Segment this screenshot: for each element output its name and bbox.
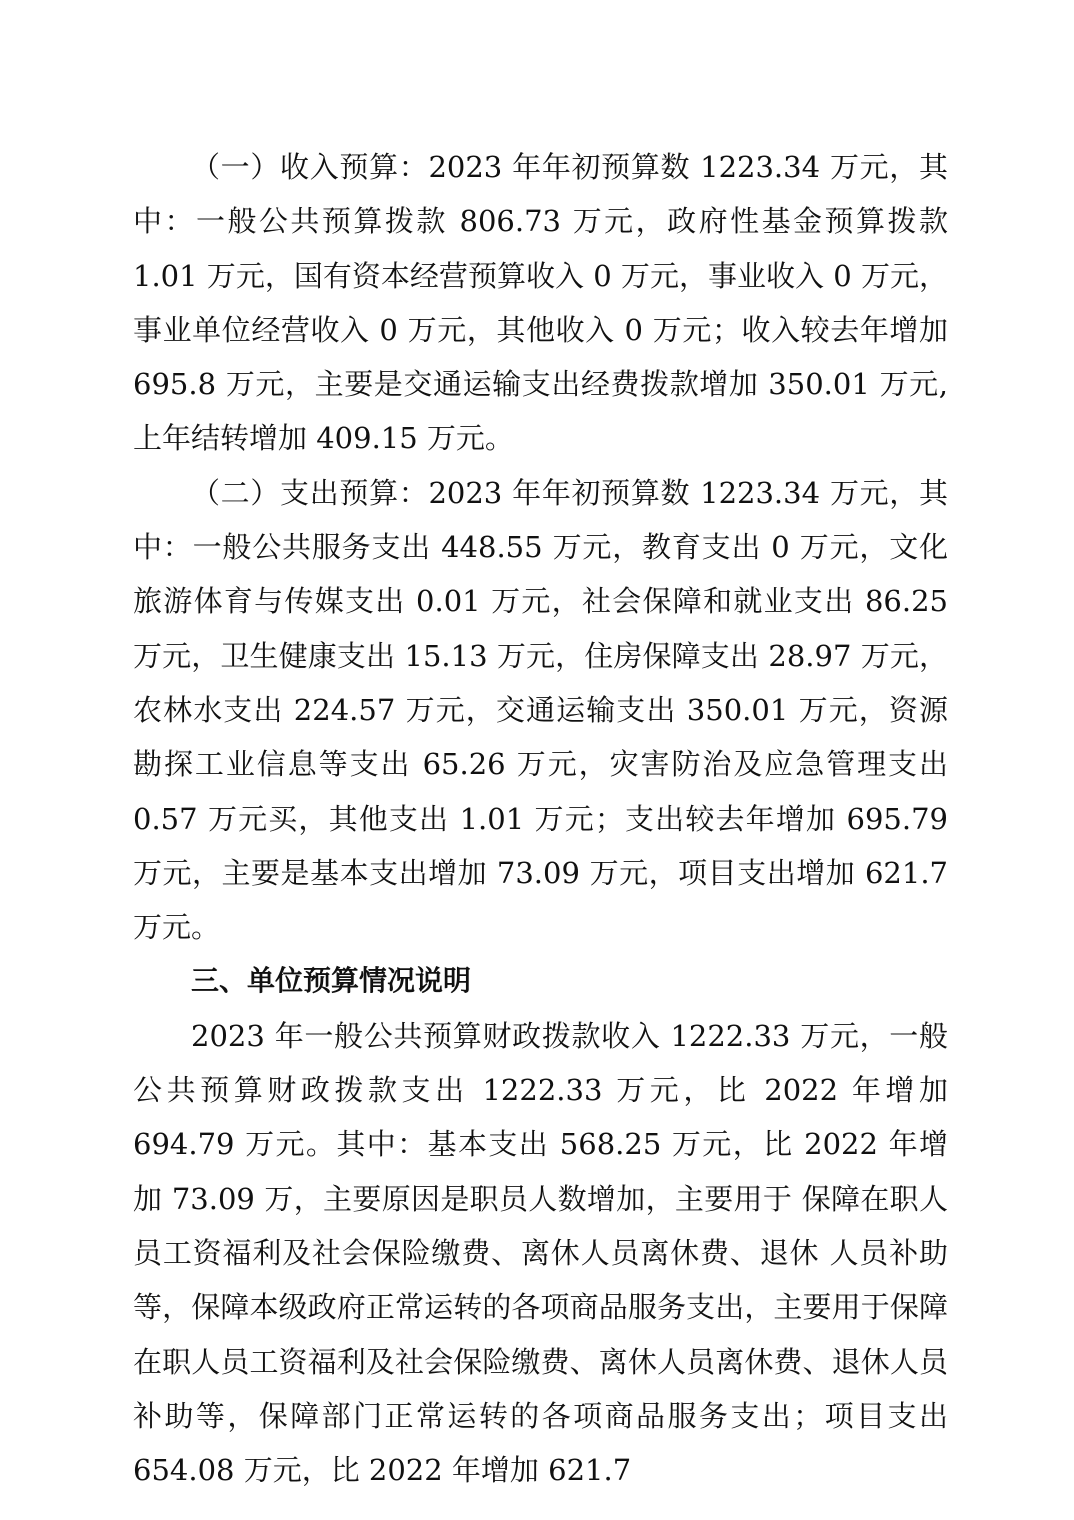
paragraph-income-budget: （一）收入预算：2023 年年初预算数 1223.34 万元，其中：一般公共预算拨款 806.73 万元，政府性基金预算拨款 1.01 万元，国有资本经营预算收入 0 万元，事业收入 0 万元，事业单位经营收入 0 万元，其他收入 0 万元；收入较去年增加 695.8 万元，主要是交通运输支出经费拨款增加 350.01 万元,上年结转增加 409.15 万元。 [133,150,948,456]
paragraph-unit-budget: 2023 年一般公共预算财政拨款收入 1222.33 万元，一般公共预算财政拨款支出 1222.33 万元，比 2022 年增加 694.79 万元。其中：基本支出 568.25 万元，比 2022 年增加 73.09 万，主要原因是职员人数增加，主要用于 保障在职人员工资福利及社会保险缴费、离休人员离休费、退休 人员补助等，保障本级政府正常运转的各项商品服务支出，主要用于保障在职人员工资福利及社会保险缴费、离休人员离休费、退休人员补助等，保障部门正常运转的各项商品服务支出；项目支出 654.08 万元，比 2022 年增加 621.7 [133,1018,948,1488]
document-body [133,140,948,1497]
paragraph-expenditure-budget: （二）支出预算：2023 年年初预算数 1223.34 万元，其中：一般公共服务支出 448.55 万元，教育支出 0 万元，文化旅游体育与传媒支出 0.01 万元，社会保障和就业支出 86.25 万元，卫生健康支出 15.13 万元，住房保障支出 28.97 万元，农林水支出 224.57 万元，交通运输支出 350.01 万元，资源勘探工业信息等支出 65.26 万元，灾害防治及应急管理支出 0.57 万元买，其他支出 1.01 万元；支出较去年增加 695.79 万元，主要是基本支出增加 73.09 万元，项目支出增加 621.7 万元。 [133,475,948,945]
section-heading: 三、单位预算情况说明 [191,964,472,998]
